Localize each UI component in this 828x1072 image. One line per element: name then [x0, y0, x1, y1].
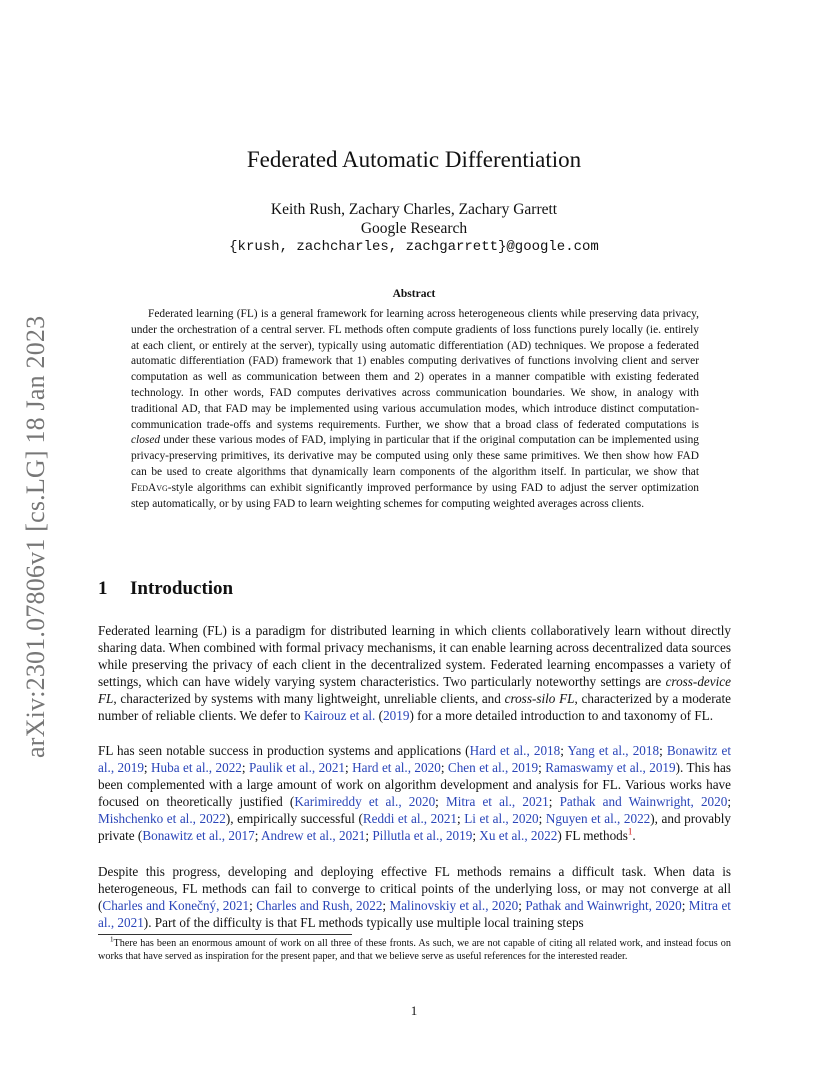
paragraph-text: ), and provably private ( — [98, 811, 731, 843]
paragraph-text: ). This has been complemented with a large amount of work on algorithm development and analysis for FL. Various works have focused on theoretically justified ( — [98, 760, 731, 809]
section-heading-introduction — [98, 578, 233, 600]
citation-link[interactable]: 2019 — [383, 708, 410, 723]
paragraph-text: , characterized by systems with many lightweight, unreliable clients, and — [113, 691, 505, 706]
citation-link[interactable]: Paulik et al., 2021 — [249, 760, 346, 775]
citation-link[interactable]: Chen et al., 2019 — [447, 760, 539, 775]
abstract-heading: Abstract — [392, 288, 436, 300]
section-number: 1 — [98, 578, 108, 599]
paragraph-text: ( — [375, 708, 384, 723]
abstract-text-part: under these various modes of FAD, implying in particular that if the original computation can be implemented using privacy-preserving primitives, its derivative may be computed using only these same primitives. We then show how FAD can be used to create algorithms that dynamically learn components of the algorithm itself. In particular, we show that — [131, 434, 699, 478]
section-title: Introduction — [130, 578, 234, 599]
intro-paragraph-2: FL has seen notable success in production systems and applications (Hard et al., 2018; Yang et al., 2018; Bonawitz et al., 2019; Huba et al., 2022; Paulik et al., 2021; Hard et al., 2020; Chen et al., 2019; Ramaswamy et al., 2019). This has been complemented with a large amount of work on algorithm development and analysis for FL. Various works have focused on theoretically justified (Karimireddy et al., 2020; Mitra et al., 2021; Pathak and Wainwright, 2020; Mishchenko et al., 2022), empirically successful (Reddi et al., 2021; Li et al., 2020; Nguyen et al., 2022), and provably private (Bonawitz et al., 2017; Andrew et al., 2021; Pillutla et al., 2019; Xu et al., 2022) FL methods$^1$. — [98, 743, 732, 843]
citation-link[interactable]: Yang et al., 2018 — [567, 743, 660, 758]
paragraph-text: ). Part of the difficulty is that FL methods typically use multiple local training steps — [143, 915, 584, 930]
abstract-emphasis-closed: closed — [131, 434, 161, 447]
page-number: 1 — [410, 1003, 418, 1018]
abstract-text — [131, 307, 699, 512]
paragraph-text: ) FL methods — [557, 828, 628, 843]
footnote — [98, 937, 731, 964]
citation-link[interactable]: Li et al., 2020 — [464, 811, 539, 826]
author-emails: {krush, zachcharles, zachgarrett}@google.com — [229, 239, 599, 255]
citation-link[interactable]: Huba et al., 2022 — [151, 760, 242, 775]
author-block — [0, 200, 828, 257]
paragraph-text: Despite this progress, developing and deploying effective FL methods remains a difficult task. When data is heterogeneous, FL methods can fail to converge to critical points of the underlying loss, or may not converge at all ( — [98, 864, 731, 913]
paper-title: Federated Automatic Differentiation — [246, 147, 582, 172]
author-affiliation: Google Research — [360, 220, 468, 237]
citation-link[interactable]: Bonawitz et al., 2017 — [142, 828, 255, 843]
citation-link[interactable]: Xu et al., 2022 — [479, 828, 558, 843]
intro-paragraph-3: Despite this progress, developing and deploying effective FL methods remains a difficult task. When data is heterogeneous, FL methods can fail to converge to critical points of the underlying loss, or may not converge at all (Charles and Konečný, 2021; Charles and Rush, 2022; Malinovskiy et al., 2020; Pathak and Wainwright, 2020; Mitra et al., 2021). Part of the difficulty is that FL methods typically use multiple local training steps — [98, 864, 731, 930]
citation-link[interactable]: Hard et al., 2018 — [469, 743, 561, 758]
paragraph-text: . — [632, 828, 636, 843]
author-names: Keith Rush, Zachary Charles, Zachary Garrett — [270, 201, 558, 218]
citation-link[interactable]: Pathak and Wainwright, 2020 — [559, 794, 728, 809]
citation-link[interactable]: Mitra et al., 2021 — [446, 794, 549, 809]
footnote-divider — [98, 934, 352, 935]
abstract-text-part: Federated learning (FL) is a general framework for learning across heterogeneous clients while preserving data privacy, under the orchestration of a central server. FL methods often compute gradients of loss functions purely locally (ie. entirely at each client, or entirely at the server), typically using automatic differentiation (AD) techniques. We propose a federated automatic differentiation (FAD) framework that 1) enables computing derivatives of functions involving client and server computation as well as communication between them and 2) operates in a manner compatible with existing federated technology. In other words, FAD computes derivatives across communication boundaries. We show, in analogy with traditional AD, that FAD may be implemented using various accumulation modes, which introduce distinct computation-communication trade-offs and systems requirements. Further, we show that a broad class of federated computations is — [131, 308, 699, 431]
citation-link[interactable]: Malinovskiy et al., 2020 — [389, 898, 519, 913]
citation-link[interactable]: Reddi et al., 2021 — [362, 811, 458, 826]
footnote-text: There has been an enormous amount of work on all three of these fronts. As such, we are not capable of citing all related work, and instead focus on works that have served as inspiration for the present paper, and that we believe serve as useful references for the interested reader. — [98, 938, 731, 963]
citation-link[interactable]: Pathak and Wainwright, 2020 — [525, 898, 682, 913]
citation-link[interactable]: Andrew et al., 2021 — [260, 828, 366, 843]
arxiv-identifier-stamp: arXiv:2301.07806v1 [cs.LG] 18 Jan 2023 — [21, 315, 50, 758]
footnote-number: 1 — [110, 935, 114, 944]
citation-link[interactable]: Nguyen et al., 2022 — [545, 811, 651, 826]
fedavg-term: FedAvg — [131, 481, 168, 494]
citation-link[interactable]: Bonawitz et al., 2019 — [98, 743, 732, 775]
intro-paragraph-1 — [98, 622, 731, 724]
citation-link[interactable]: Pillutla et al., 2019 — [372, 828, 473, 843]
citation-link[interactable]: Charles and Rush, 2022 — [256, 898, 383, 913]
citation-link[interactable]: Hard et al., 2020 — [352, 760, 441, 775]
footnote-marker[interactable]: 1 — [627, 826, 633, 837]
citation-link[interactable]: Charles and Konečný, 2021 — [102, 898, 250, 913]
citation-link[interactable]: Ramaswamy et al., 2019 — [545, 760, 676, 775]
paragraph-text: Federated learning (FL) is a paradigm for distributed learning in which clients collaboratively learn without directly sharing data. When combined with formal privacy mechanisms, it can enable learning across decentralized data sources while preserving the privacy of each client in the decentralized system. Federated learning encompasses a variety of settings, which can have widely varying system characteristics. Two particularly noteworthy settings are — [98, 623, 731, 689]
paragraph-text: FL has seen notable success in production systems and applications ( — [98, 743, 470, 758]
paragraph-text: , characterized by a moderate number of reliable clients. We defer to — [98, 691, 731, 723]
emphasis-cross-silo: cross-silo FL — [504, 691, 575, 706]
emphasis-cross-device: cross-device FL — [98, 674, 731, 706]
citation-link[interactable]: Mitra et al., 2021 — [98, 898, 731, 930]
abstract-text-part: -style algorithms can exhibit significantly improved performance by using FAD to adjust the server optimization step automatically, or by using FAD to learn weighting schemes for computing weighted averages across clients. — [131, 481, 699, 510]
paragraph-text: ), empirically successful ( — [225, 811, 363, 826]
citation-link[interactable]: Karimireddy et al., 2020 — [294, 794, 436, 809]
paragraph-text: ) for a more detailed introduction to and taxonomy of FL. — [409, 708, 714, 723]
citation-link[interactable]: Mishchenko et al., 2022 — [98, 811, 226, 826]
citation-link[interactable]: Kairouz et al. — [303, 708, 376, 723]
